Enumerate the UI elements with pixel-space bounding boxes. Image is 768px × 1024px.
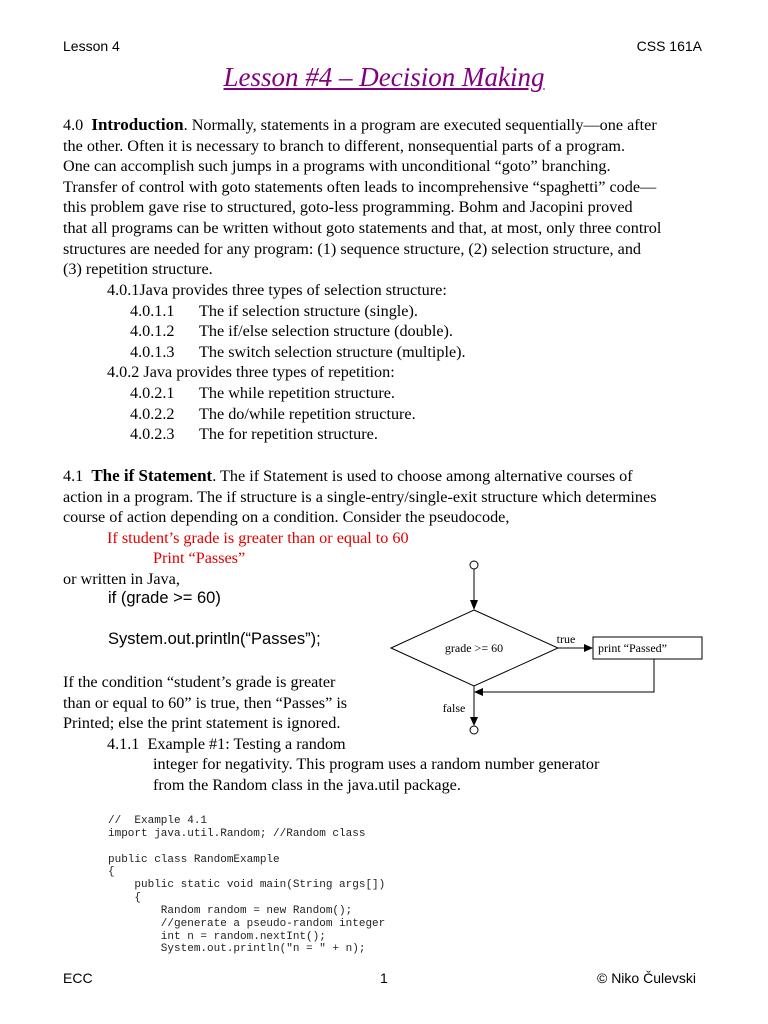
code-line: System.out.println("n = " + n); xyxy=(108,943,366,956)
java-println-line: System.out.println(“Passes”); xyxy=(108,630,321,648)
repetition-heading: 4.0.2 Java provides three types of repetition: xyxy=(107,363,395,382)
item-number: 4.0.1.3 xyxy=(130,342,175,361)
end-connector xyxy=(470,726,478,734)
intro-text-7: (3) repetition structure. xyxy=(63,260,213,279)
header-course: CSS 161A xyxy=(636,38,702,54)
intro-text-1: the other. Often it is necessary to branch to different, nonsequential parts of a program. xyxy=(63,136,626,155)
example-num: 4.1.1 xyxy=(107,734,140,753)
selection-item xyxy=(63,342,723,363)
code-line: { xyxy=(108,892,142,905)
item-number: 4.0.2.2 xyxy=(130,404,175,423)
code-line: public class RandomExample xyxy=(108,853,280,866)
example-text-1: integer for negativity. This program uses a random number generator xyxy=(153,755,600,774)
pseudocode-line-1: If student’s grade is greater than or equal to 60 xyxy=(107,528,409,547)
example-line-0 xyxy=(63,734,393,755)
item-text: The if selection structure (single). xyxy=(199,301,418,320)
repetition-item xyxy=(63,383,723,404)
selection-heading: 4.0.1Java provides three types of selection structure: xyxy=(107,281,447,299)
intro-text-3: Transfer of control with goto statements often leads to incomprehensive “spaghetti” code— xyxy=(63,177,657,196)
intro-num: 4.0 xyxy=(63,116,84,134)
repetition-item xyxy=(63,424,723,445)
item-text: The switch selection structure (multiple). xyxy=(199,342,466,361)
example-text-2: from the Random class in the java.util package. xyxy=(153,775,461,794)
page-title: Lesson #4 – Decision Making xyxy=(223,62,545,92)
if-text-1: action in a program. The if structure is a single-entry/single-exit structure which determines xyxy=(63,487,657,506)
code-line: Random random = new Random(); xyxy=(108,904,353,917)
true-label: true xyxy=(556,632,576,646)
intro-heading: Introduction xyxy=(91,115,184,134)
merge-arrowhead xyxy=(474,688,483,696)
selection-list xyxy=(63,280,723,445)
explain-line-2: Printed; else the print statement is ignored. xyxy=(63,714,341,733)
footer-left: ECC xyxy=(63,970,93,986)
if-text-0: . The if Statement is used to choose among alternative courses of xyxy=(212,467,633,485)
item-number: 4.0.2.1 xyxy=(130,383,175,402)
item-number: 4.0.1.2 xyxy=(130,322,175,341)
code-line: public static void main(String args[]) xyxy=(108,879,386,892)
explain-line-1: than or equal to 60” is true, then “Passes” is xyxy=(63,693,348,712)
item-text: The do/while repetition structure. xyxy=(199,404,416,423)
if-text-2: course of action depending on a condition. Consider the pseudocode, xyxy=(63,508,510,527)
repetition-item xyxy=(63,404,723,425)
decision-label: grade >= 60 xyxy=(444,641,504,655)
pseudocode-line-2: Print “Passes” xyxy=(153,549,246,568)
intro-line-0 xyxy=(63,115,723,136)
example-text-0: Example #1: Testing a random xyxy=(147,734,346,753)
if-flowchart xyxy=(390,555,710,740)
selection-item xyxy=(63,321,723,342)
if-line-0 xyxy=(63,466,723,487)
entry-arrowhead xyxy=(470,600,478,610)
explain-line-0: If the condition “student’s grade is greater xyxy=(63,673,336,691)
item-text: The for repetition structure. xyxy=(199,425,378,444)
item-number: 4.0.1.1 xyxy=(130,301,175,320)
if-num: 4.1 xyxy=(63,467,84,485)
intro-text-4: this problem gave rise to structured, goto-less programming. Bohm and Jacopini proved xyxy=(63,198,633,217)
code-listing xyxy=(108,815,385,956)
java-if-line: if (grade >= 60) xyxy=(108,589,221,607)
intro-text-0: . Normally, statements in a program are executed sequentially—one after xyxy=(183,116,657,134)
item-text: The if/else selection structure (double). xyxy=(199,322,453,341)
code-line: int n = random.nextInt(); xyxy=(108,930,326,943)
exit-arrowhead xyxy=(470,717,478,726)
false-label: false xyxy=(442,701,466,715)
true-arrowhead xyxy=(584,644,593,652)
intro-text-6: structures are needed for any program: (1) sequence structure, (2) selection structure, and xyxy=(63,239,642,258)
java-intro: or written in Java, xyxy=(63,569,180,588)
page-number: 1 xyxy=(380,970,388,986)
item-text: The while repetition structure. xyxy=(199,383,395,402)
intro-paragraph xyxy=(63,115,723,280)
item-number: 4.0.2.3 xyxy=(130,425,175,444)
selection-item xyxy=(63,301,723,322)
action-label: print “Passed” xyxy=(598,641,667,655)
code-line: { xyxy=(108,866,115,879)
header-lesson: Lesson 4 xyxy=(63,38,120,54)
code-line: //generate a pseudo-random integer xyxy=(108,917,386,930)
if-heading: The if Statement xyxy=(91,466,213,485)
intro-text-2: One can accomplish such jumps in a programs with unconditional “goto” branching. xyxy=(63,157,611,176)
code-line: import java.util.Random; //Random class xyxy=(108,827,366,840)
start-connector xyxy=(470,561,478,569)
code-line: // Example 4.1 xyxy=(108,815,208,827)
footer-copyright: © Niko Čulevski xyxy=(596,970,696,986)
intro-text-5: that all programs can be written without goto statements and that, at most, only three control xyxy=(63,218,662,237)
